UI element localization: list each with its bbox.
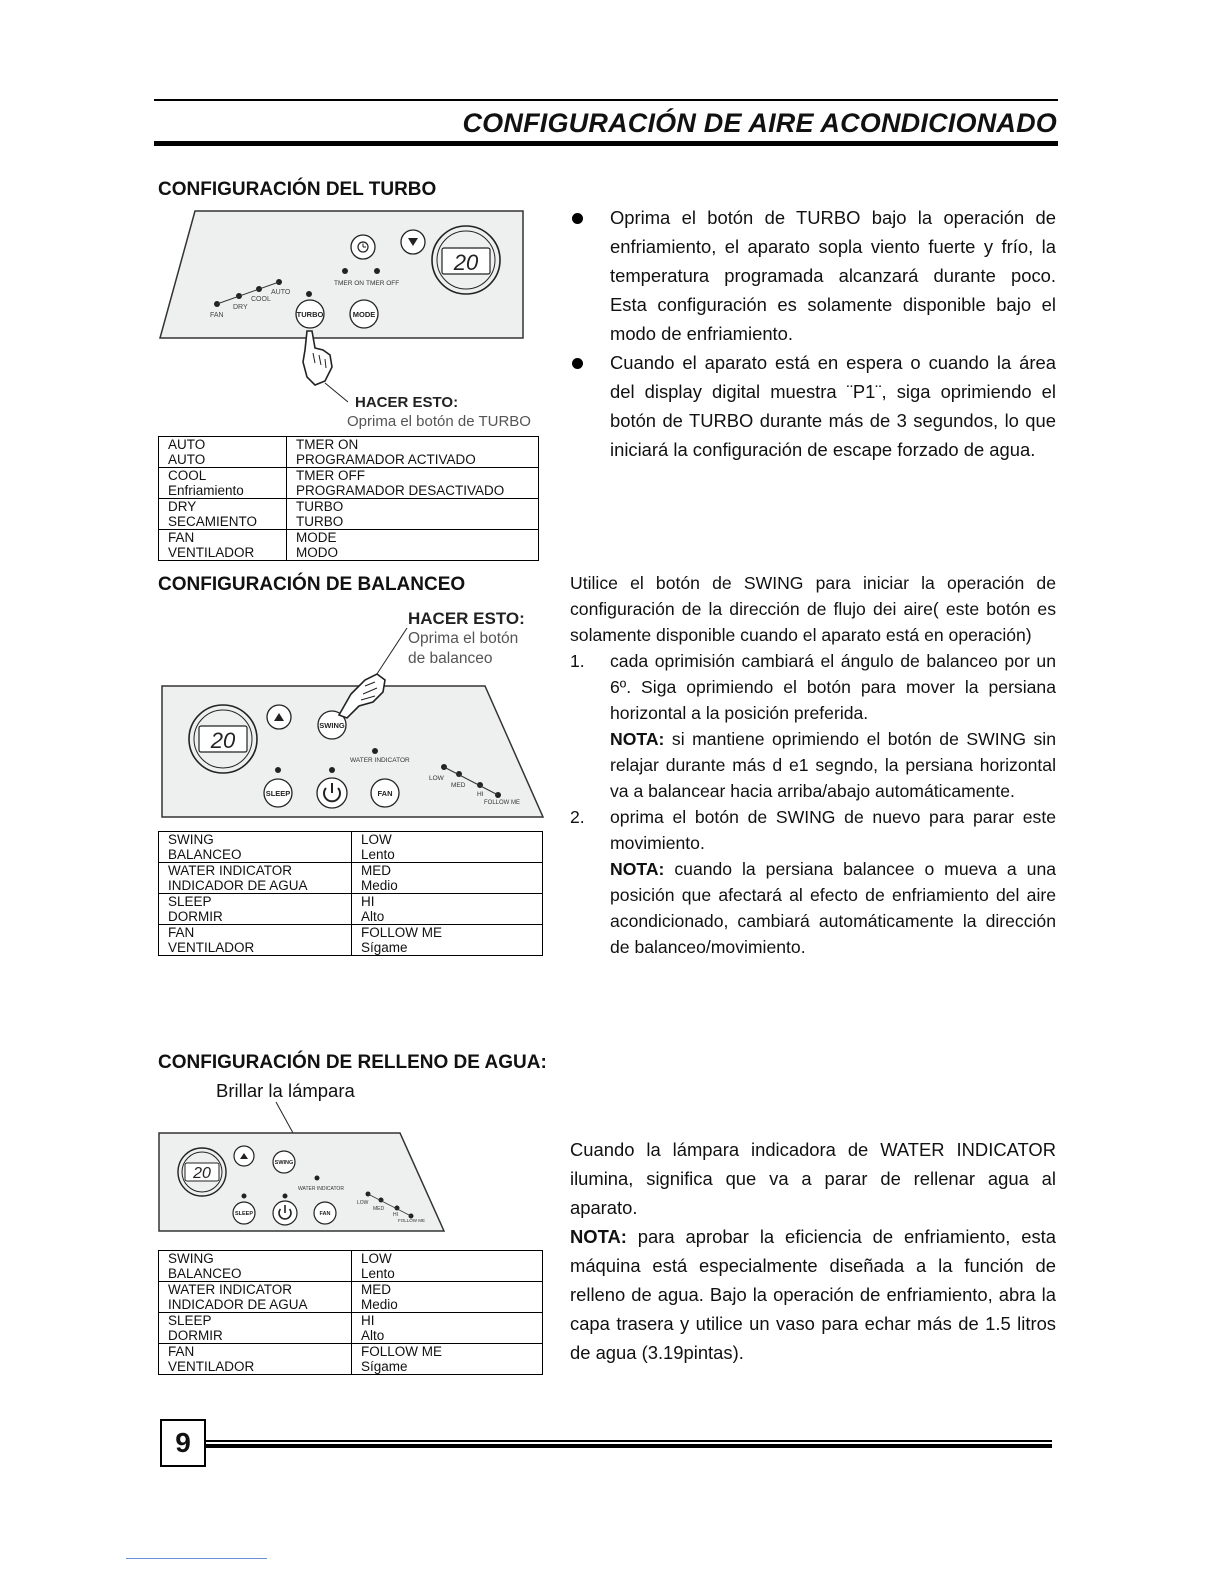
- follow-me-label: FOLLOW ME: [398, 1218, 426, 1223]
- med-label: MED: [451, 782, 466, 789]
- page-number: 9: [160, 1419, 206, 1467]
- table-row: FAN VENTILADOR FOLLOW ME Sígame: [159, 1344, 543, 1375]
- bullet-icon: [572, 213, 583, 224]
- table-row: WATER INDICATOR INDICADOR DE AGUA MED Medio: [159, 863, 543, 894]
- sleep-button-label: SLEEP: [234, 1211, 254, 1217]
- water-heading: CONFIGURACIÓN DE RELLENO DE AGUA:: [158, 1052, 547, 1073]
- turbo-callout-title: HACER ESTO:: [355, 394, 459, 411]
- sleep-button-label: SLEEP: [265, 789, 291, 798]
- water-display-value: 20: [193, 1165, 211, 1182]
- list-item: Cuando el aparato está en espera o cuando la área del display digital muestra ¨P1¨, siga oprimiendo el botón de TURBO durante más de 3 segundos, lo que iniciará la configuración de escape forzado de agua.: [570, 348, 1056, 464]
- bullet-icon: [572, 358, 583, 369]
- swing-panel-diagram: [155, 602, 547, 822]
- swing-callout-line2: de balanceo: [408, 650, 493, 667]
- header-bottom-rule: [154, 141, 1058, 146]
- swing-callout-title: HACER ESTO:: [408, 609, 525, 628]
- table-row: WATER INDICATOR INDICADOR DE AGUA MED Medio: [159, 1282, 543, 1313]
- timer-on-label: TMER ON: [334, 280, 364, 287]
- water-note: NOTA: para aprobar la eficiencia de enfriamiento, esta máquina está especialmente diseñada a la función de relleno de agua. Bajo la operación de enfriamiento, abra la capa trasera y utilice un vaso para echar más de 1.5 litros de agua (3.19pintas).: [570, 1226, 1056, 1363]
- water-panel-diagram: [155, 1098, 455, 1238]
- swing-description: [570, 570, 1056, 960]
- header-top-rule: [154, 99, 1058, 101]
- page-title: CONFIGURACIÓN DE AIRE ACONDICIONADO: [462, 108, 1057, 138]
- pointing-hand-icon: [303, 331, 332, 385]
- low-label: LOW: [429, 775, 444, 782]
- timer-off-label: TMER OFF: [366, 280, 400, 287]
- list-item: 2. oprima el botón de SWING de nuevo para parar este movimiento. NOTA: cuando la persiana balancee o mueva a una posición que afectará al efecto de enfriamiento del aire acondicionado, cambiará automáticamente la dirección de balanceo/movimiento.: [570, 807, 1057, 957]
- turbo-panel-diagram: [155, 205, 555, 437]
- turbo-display-value: 20: [453, 250, 479, 275]
- footer-rule: [206, 1440, 1052, 1442]
- swing-button-label: SWING: [319, 721, 345, 730]
- table-row: COOL Enfriamiento TMER OFF PROGRAMADOR DESACTIVADO: [159, 468, 539, 499]
- mode-button-label: MODE: [352, 310, 376, 319]
- list-item: Oprima el botón de TURBO bajo la operación de enfriamiento, el aparato sopla viento fuerte y frío, la temperatura programada alcanzará durante poco. Esta configuración es solamente disponible bajo el modo de enfriamiento.: [570, 203, 1056, 348]
- med-label: MED: [373, 1206, 385, 1212]
- table-row: SWING BALANCEO LOW Lento: [159, 1251, 543, 1282]
- fan-mode-label: FAN: [210, 312, 224, 319]
- water-legend-table: [158, 1250, 543, 1375]
- bottom-underline: [126, 1558, 267, 1559]
- water-indicator-label: WATER INDICATOR: [350, 757, 410, 764]
- turbo-button-label: TURBO: [296, 310, 324, 319]
- water-callout: Brillar la lámpara: [216, 1080, 355, 1101]
- table-row: SWING BALANCEO LOW Lento: [159, 832, 543, 863]
- turbo-heading: CONFIGURACIÓN DEL TURBO: [158, 179, 437, 200]
- table-row: SLEEP DORMIR HI Alto: [159, 1313, 543, 1344]
- table-row: FAN VENTILADOR FOLLOW ME Sígame: [159, 925, 543, 956]
- swing-button-label: SWING: [274, 1160, 294, 1166]
- swing-legend-table: [158, 831, 543, 956]
- list-item: 1. cada oprimisión cambiará el ángulo de balanceo por un 6º. Siga oprimiendo el botón para mover la persiana horizontal a la posición preferida. NOTA: si mantiene oprimiendo el botón de SWING sin relajar durante más d e1 segndo, la persiana horizontal va a balancear hacia arriba/abajo automáticamente.: [570, 651, 1056, 801]
- hi-label: HI: [477, 791, 484, 798]
- turbo-bullets: [570, 203, 1056, 464]
- dry-mode-label: DRY: [233, 304, 248, 311]
- water-text: Cuando la lámpara indicadora de WATER INDICATOR ilumina, significa que va a parar de rellenar agua al aparato.: [570, 1139, 1056, 1218]
- water-indicator-label: WATER INDICATOR: [298, 1186, 344, 1192]
- table-row: SLEEP DORMIR HI Alto: [159, 894, 543, 925]
- table-row: AUTO AUTO TMER ON PROGRAMADOR ACTIVADO: [159, 437, 539, 468]
- turbo-legend-table: [158, 436, 539, 561]
- footer-rule: [206, 1444, 1052, 1448]
- fan-button-label: FAN: [377, 789, 393, 798]
- follow-me-label: FOLLOW ME: [484, 800, 521, 806]
- water-indicator-lamp: [315, 1176, 320, 1181]
- swing-heading: CONFIGURACIÓN DE BALANCEO: [158, 574, 466, 595]
- swing-display-value: 20: [210, 728, 236, 753]
- swing-intro: Utilice el botón de SWING para iniciar la operación de configuración de la dirección de flujo dei aire( este botón es solamente disponible cuando el aparato está en operación): [570, 573, 1056, 645]
- swing-callout-line1: Oprima el botón: [408, 630, 519, 647]
- table-row: DRY SECAMIENTO TURBO TURBO: [159, 499, 539, 530]
- auto-mode-label: AUTO: [271, 289, 291, 296]
- water-description: [570, 1135, 1056, 1367]
- table-row: FAN VENTILADOR MODE MODO: [159, 530, 539, 561]
- fan-button-label: FAN: [319, 1211, 331, 1217]
- turbo-callout-text: Oprima el botón de TURBO: [347, 413, 531, 430]
- hi-label: HI: [393, 1212, 398, 1218]
- low-label: LOW: [357, 1200, 369, 1206]
- cool-mode-label: COOL: [251, 296, 271, 303]
